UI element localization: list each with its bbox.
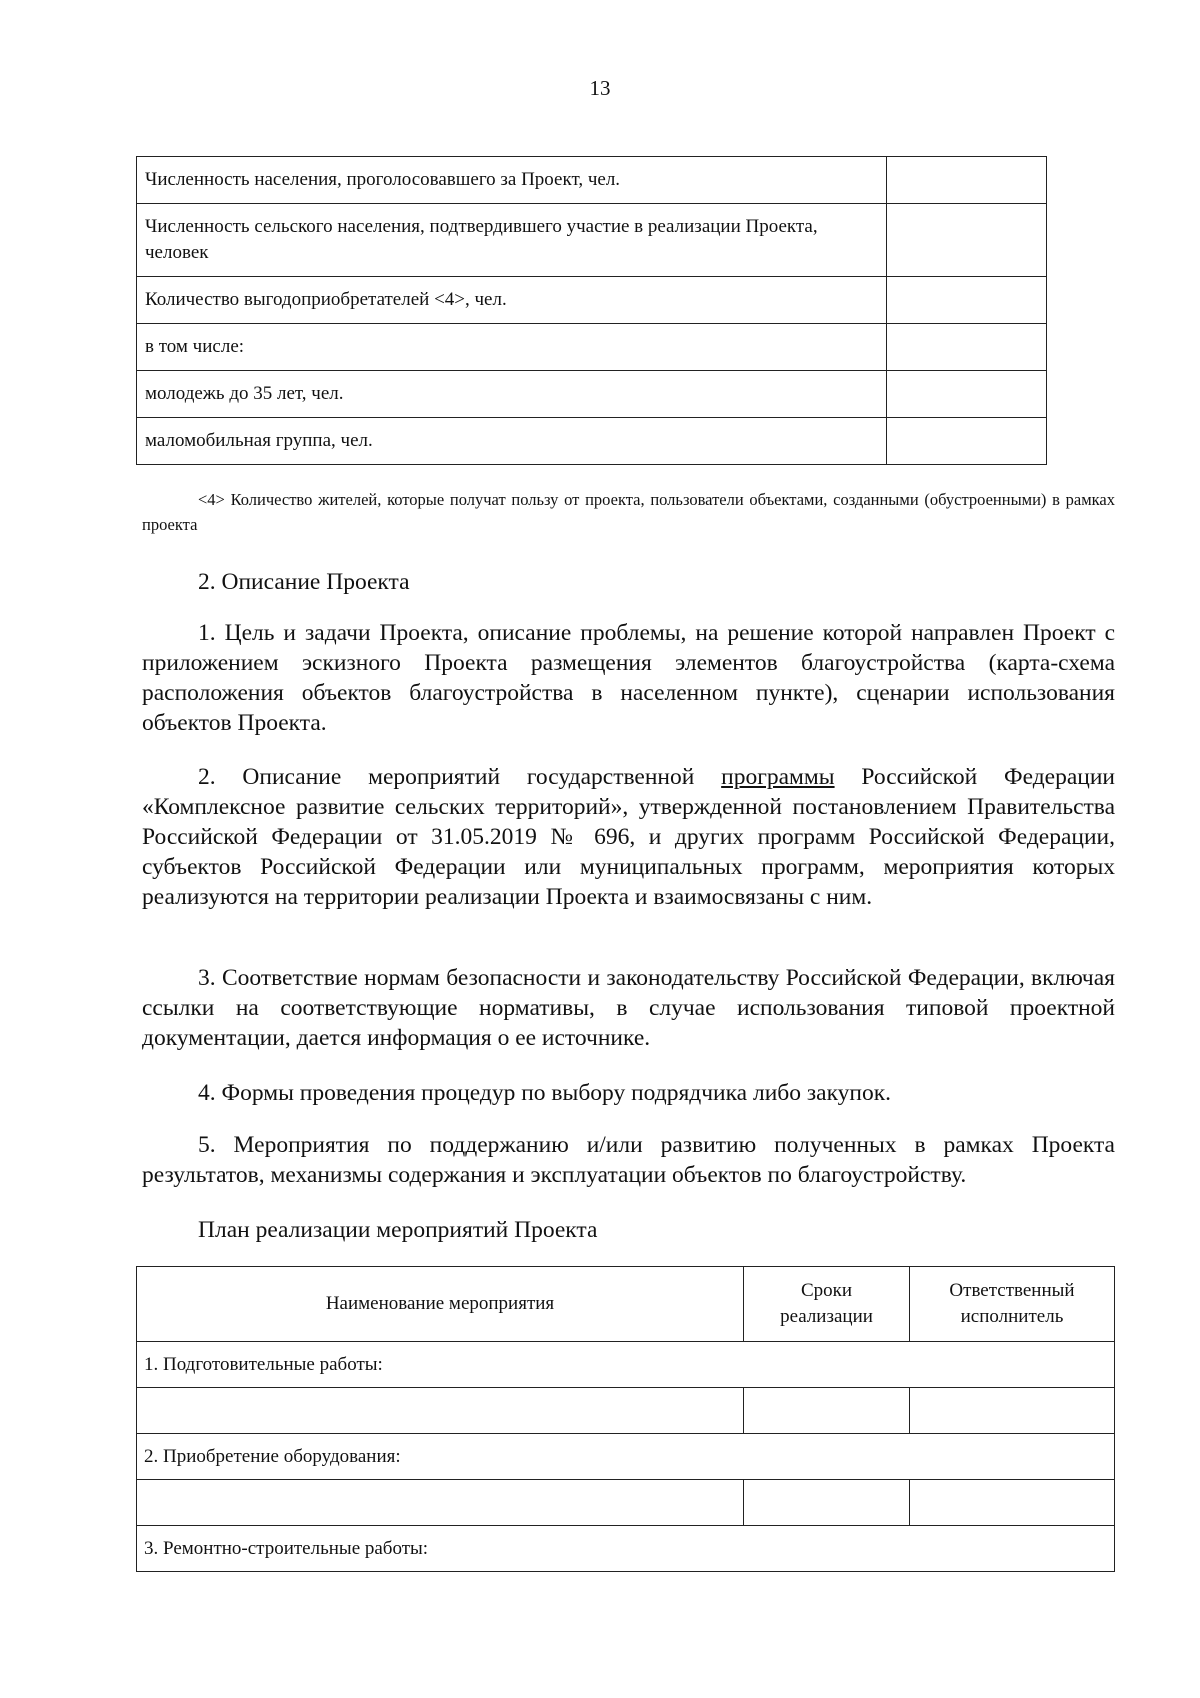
plan-title: План реализации мероприятий Проекта: [198, 1217, 598, 1243]
header-responsible-line2: исполнитель: [960, 1306, 1064, 1327]
table-row: [137, 157, 1047, 204]
plan-section-row: [137, 1434, 1115, 1480]
indicator-label: Численность населения, проголосовавшего за Проект, чел.: [137, 157, 887, 204]
table-row: [137, 371, 1047, 418]
indicator-label: молодежь до 35 лет, чел.: [137, 371, 887, 418]
plan-empty-row: [137, 1480, 1115, 1526]
empty-cell: [910, 1480, 1115, 1526]
table-row: [137, 277, 1047, 324]
item-2-paragraph: [142, 762, 1115, 912]
table-row: [137, 204, 1047, 277]
indicator-label: Количество выгодоприобретателей <4>, чел.: [137, 277, 887, 324]
indicator-label: в том числе:: [137, 324, 887, 371]
plan-section-row: [137, 1526, 1115, 1572]
program-link[interactable]: программы: [721, 764, 835, 790]
indicator-label: маломобильная группа, чел.: [137, 418, 887, 465]
section-preparatory-works: 1. Подготовительные работы:: [137, 1342, 1115, 1388]
header-terms-line1: Сроки: [800, 1280, 853, 1301]
item-5-paragraph: 5. Мероприятия по поддержанию и/или развитию полученных в рамках Проекта результатов, механизмы содержания и эксплуатации объектов по благоустройству.: [142, 1132, 1115, 1188]
indicator-label: Численность сельского населения, подтвердившего участие в реализации Проекта, человек: [137, 204, 887, 277]
plan-table: [136, 1266, 1115, 1572]
empty-cell: [137, 1388, 744, 1434]
item-1-paragraph: 1. Цель и задачи Проекта, описание проблемы, на решение которой направлен Проект с приложением эскизного Проекта размещения элементов благоустройства (карта-схема расположения объектов благоустройства в населенном пункте), сценарии использования объектов Проекта.: [142, 620, 1115, 736]
item-2-text-end: Российской Федерации «Комплексное развитие сельских территорий», утвержденной постановлением Правительства Российской Федерации от 31.05.2019 № 696, и других программ Российской Федерации, субъектов Российской Федерации или муниципальных программ, мероприятия которых реализуются на территории реализации Проекта и взаимосвязаны с ним.: [142, 764, 1115, 910]
section-title: 2. Описание Проекта: [198, 569, 410, 595]
item-2-text-start: 2. Описание мероприятий государственной: [198, 764, 722, 790]
header-terms-line2: реализации: [780, 1306, 873, 1327]
plan-section-row: [137, 1342, 1115, 1388]
indicator-value: [887, 204, 1047, 277]
indicator-value: [887, 418, 1047, 465]
empty-cell: [910, 1388, 1115, 1434]
table-row: [137, 418, 1047, 465]
section-construction-works: 3. Ремонтно-строительные работы:: [137, 1526, 1115, 1572]
indicators-table: [136, 156, 1047, 465]
empty-cell: [744, 1480, 910, 1526]
item-3-paragraph: 3. Соответствие нормам безопасности и законодательству Российской Федерации, включая ссылки на соответствующие нормативы, в случае использования типовой проектной документации, дается информация о ее источнике.: [142, 965, 1115, 1051]
header-responsible-line1: Ответственный: [949, 1280, 1075, 1301]
header-responsible: [910, 1267, 1115, 1342]
section-equipment-purchase: 2. Приобретение оборудования:: [137, 1434, 1115, 1480]
indicator-value: [887, 324, 1047, 371]
header-name: Наименование мероприятия: [137, 1267, 744, 1342]
footnote: <4> Количество жителей, которые получат пользу от проекта, пользователи объектами, созданными (обустроенными) в рамках проекта: [142, 490, 1115, 534]
page-number: 13: [589, 76, 611, 100]
indicator-value: [887, 277, 1047, 324]
plan-empty-row: [137, 1388, 1115, 1434]
plan-header-row: [137, 1267, 1115, 1342]
header-terms: [744, 1267, 910, 1342]
empty-cell: [744, 1388, 910, 1434]
empty-cell: [137, 1480, 744, 1526]
indicator-value: [887, 371, 1047, 418]
item-4-paragraph: 4. Формы проведения процедур по выбору подрядчика либо закупок.: [198, 1080, 892, 1106]
indicator-value: [887, 157, 1047, 204]
table-row: [137, 324, 1047, 371]
